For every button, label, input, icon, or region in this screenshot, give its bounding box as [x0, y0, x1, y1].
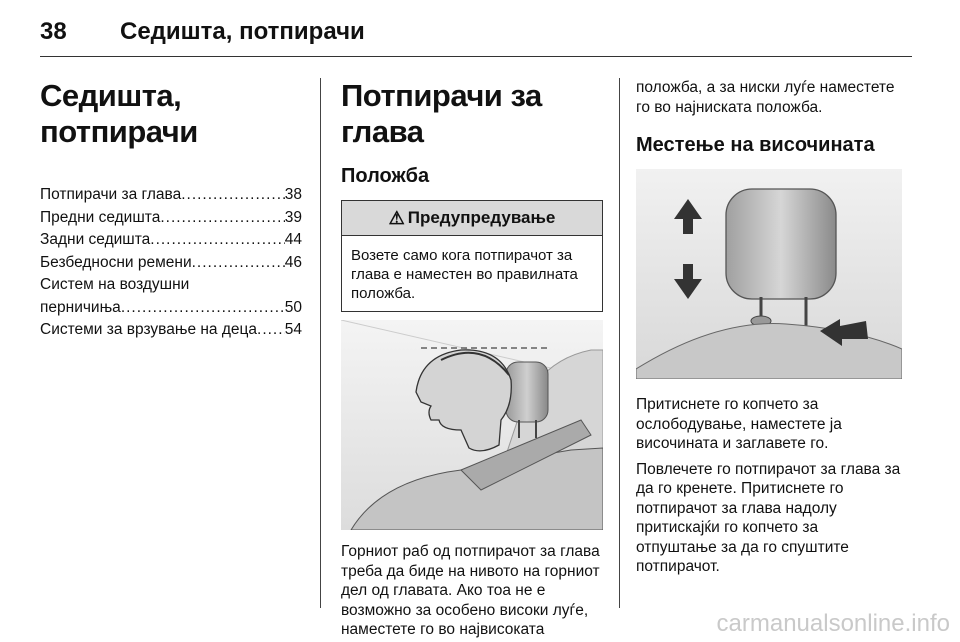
toc-entry-page: 46	[284, 253, 302, 271]
watermark: carmanualsonline.info	[716, 610, 950, 637]
toc-entry-page: 44	[284, 231, 302, 248]
toc-entry[interactable]	[40, 274, 302, 319]
toc-entry-text: Системи за врзување на деца	[40, 321, 258, 338]
body-paragraph: Горниот раб од потпирачот за глава треба да биде на нивото на горниот дел од главата. Ако тоа не е возможно за особено високи луѓе, наместете го во највисоката	[341, 543, 600, 638]
subsection-title: Положба	[341, 165, 430, 187]
middle-column	[341, 78, 603, 640]
chapter-title: Седишта, потпирачи	[120, 18, 365, 45]
toc-leader	[150, 229, 284, 252]
body-paragraph: положба, а за ниски луѓе наместете го во најниската положба.	[636, 79, 895, 116]
toc-entry-text: Систем на воздушни	[40, 276, 190, 293]
column-divider	[619, 78, 620, 608]
page-number: 38	[40, 18, 67, 45]
subsection-title: Местење на височината	[636, 134, 875, 156]
toc-entry[interactable]	[40, 319, 302, 342]
toc-entry[interactable]	[40, 207, 302, 230]
toc-entry-text: Предни седишта	[40, 208, 161, 226]
toc-entry-page: 50	[284, 298, 302, 316]
toc-leader	[181, 184, 285, 207]
headrest-adjustment-illustration	[636, 169, 902, 379]
section-title: Седишта, потпирачи	[40, 78, 198, 149]
toc-leader	[121, 297, 285, 320]
column-divider	[320, 78, 321, 608]
toc-entry-page: 39	[284, 208, 302, 226]
toc-entry[interactable]	[40, 229, 302, 252]
toc-leader	[192, 252, 285, 275]
toc-entry-page: 38	[284, 186, 302, 203]
driver-headrest-illustration	[341, 320, 603, 530]
toc-entry-text: Потпирачи за глава	[40, 186, 182, 203]
right-column	[636, 78, 902, 577]
warning-triangle-icon: ⚠	[388, 207, 405, 228]
toc-entry-text: Безбедносни ремени	[40, 253, 192, 271]
body-paragraph: Притиснете го копчето за ослободување, наместете ја височината и заглавете го.	[636, 396, 842, 452]
page-header	[40, 12, 912, 57]
toc-entry-text-cont: перничиња	[40, 298, 121, 316]
toc-leader	[160, 207, 284, 230]
section-title: Потпирачи за глава	[341, 78, 542, 149]
table-of-contents	[40, 184, 302, 342]
body-paragraph: Повлечете го потпирачот за глава за да го кренете. Притиснете го потпирачот за глава надолу притискајќи го копчето за отпуштање за да го спуштите потпирачот.	[636, 460, 901, 575]
warning-box	[341, 200, 603, 312]
warning-heading: Предупредување	[407, 208, 556, 227]
warning-body: Возете само кога потпирачот за глава е наместен во правилната положба.	[351, 247, 578, 302]
toc-entry-text: Задни седишта	[40, 231, 151, 248]
left-column	[40, 78, 302, 342]
warning-header	[342, 201, 602, 236]
toc-leader	[257, 319, 285, 342]
toc-entry[interactable]	[40, 252, 302, 275]
toc-entry[interactable]	[40, 184, 302, 207]
toc-entry-page: 54	[284, 321, 302, 338]
